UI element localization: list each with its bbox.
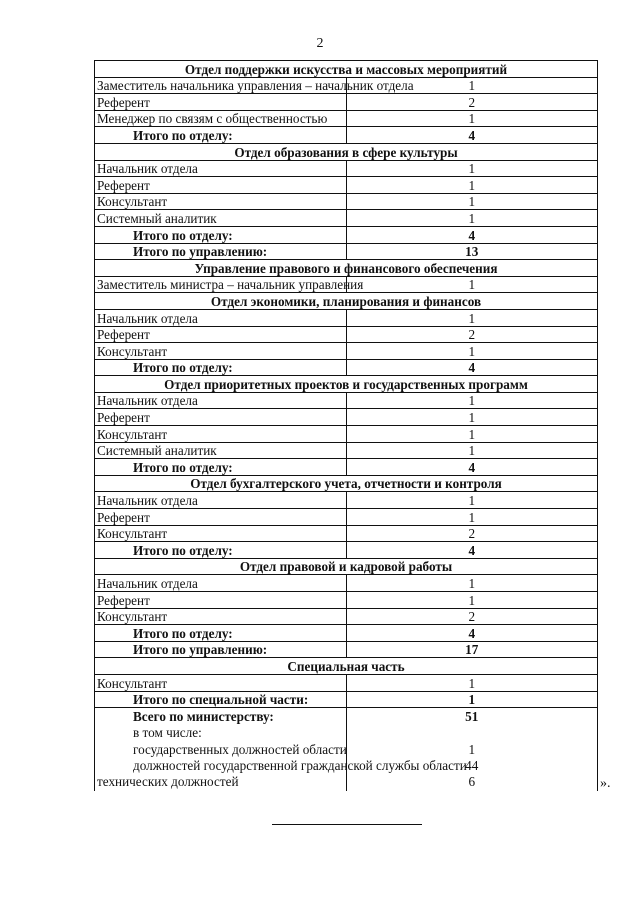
position-row bbox=[95, 94, 598, 111]
position-count: 1 bbox=[346, 575, 598, 592]
position-name: Системный аналитик bbox=[95, 210, 347, 227]
section-header-row bbox=[95, 61, 598, 78]
position-name: Начальник отдела bbox=[95, 575, 347, 592]
total-row bbox=[95, 542, 598, 559]
total-count: 4 bbox=[346, 459, 598, 476]
position-count: 2 bbox=[346, 608, 598, 625]
total-row bbox=[95, 127, 598, 144]
summary-counts bbox=[346, 708, 598, 791]
closing-quote: ». bbox=[600, 776, 611, 791]
position-name: Начальник отдела bbox=[95, 309, 347, 326]
position-row bbox=[95, 409, 598, 426]
section-header-row bbox=[95, 143, 598, 160]
position-row bbox=[95, 575, 598, 592]
position-count: 1 bbox=[346, 592, 598, 609]
section-title: Управление правового и финансового обеспечения bbox=[95, 260, 598, 277]
position-name: Консультант bbox=[95, 525, 347, 542]
position-count: 1 bbox=[346, 177, 598, 194]
position-count: 1 bbox=[346, 492, 598, 509]
position-row bbox=[95, 442, 598, 459]
page-number: 2 bbox=[316, 36, 324, 51]
position-row bbox=[95, 160, 598, 177]
position-name: Консультант bbox=[95, 193, 347, 210]
total-label: Итого по управлению: bbox=[95, 243, 347, 260]
position-name: Референт bbox=[95, 592, 347, 609]
section-header-row bbox=[95, 260, 598, 277]
position-count: 1 bbox=[346, 392, 598, 409]
total-count: 4 bbox=[346, 542, 598, 559]
including-spacer bbox=[349, 725, 596, 741]
position-row bbox=[95, 177, 598, 194]
position-count: 1 bbox=[346, 509, 598, 526]
position-row bbox=[95, 392, 598, 409]
total-row bbox=[95, 641, 598, 658]
position-name: Консультант bbox=[95, 674, 347, 691]
technical-count: 6 bbox=[468, 773, 476, 789]
position-name: Менеджер по связям с общественностью bbox=[95, 110, 347, 127]
position-row bbox=[95, 592, 598, 609]
position-row bbox=[95, 608, 598, 625]
civil-service-count: 44 bbox=[465, 757, 479, 773]
position-count: 1 bbox=[346, 193, 598, 210]
civil-service-label: должностей государственной гражданской службы области bbox=[133, 757, 467, 773]
position-row bbox=[95, 309, 598, 326]
position-name: Консультант bbox=[95, 608, 347, 625]
total-row bbox=[95, 459, 598, 476]
section-header-row bbox=[95, 376, 598, 393]
position-count: 1 bbox=[346, 426, 598, 443]
state-positions-label: государственных должностей области bbox=[133, 741, 347, 757]
position-name: Системный аналитик bbox=[95, 442, 347, 459]
position-count: 1 bbox=[346, 674, 598, 691]
footnote-divider bbox=[272, 824, 422, 825]
total-row bbox=[95, 625, 598, 642]
position-count: 1 bbox=[346, 343, 598, 360]
position-row bbox=[95, 77, 598, 94]
total-label: Итого по специальной части: bbox=[95, 691, 347, 708]
staff-table bbox=[94, 60, 598, 791]
total-count: 4 bbox=[346, 625, 598, 642]
total-row bbox=[95, 359, 598, 376]
section-title: Отдел приоритетных проектов и государственных программ bbox=[95, 376, 598, 393]
total-count: 13 bbox=[346, 243, 598, 260]
position-row bbox=[95, 210, 598, 227]
ministry-total-label: Всего по министерству: bbox=[133, 709, 274, 725]
total-label: Итого по отделу: bbox=[95, 226, 347, 243]
position-name: Референт bbox=[95, 409, 347, 426]
position-count: 1 bbox=[346, 276, 598, 293]
including-label: в том числе: bbox=[133, 725, 202, 741]
total-count: 4 bbox=[346, 226, 598, 243]
section-title: Отдел поддержки искусства и массовых мероприятий bbox=[95, 61, 598, 78]
position-count: 2 bbox=[346, 94, 598, 111]
position-name: Заместитель министра – начальник управления bbox=[95, 276, 347, 293]
total-label: Итого по отделу: bbox=[95, 625, 347, 642]
total-label: Итого по отделу: bbox=[95, 359, 347, 376]
position-name: Начальник отдела bbox=[95, 492, 347, 509]
position-count: 2 bbox=[346, 326, 598, 343]
section-header-row bbox=[95, 658, 598, 675]
position-count: 1 bbox=[346, 409, 598, 426]
position-row bbox=[95, 110, 598, 127]
section-header-row bbox=[95, 293, 598, 310]
position-name: Консультант bbox=[95, 343, 347, 360]
total-count: 4 bbox=[346, 359, 598, 376]
position-name: Референт bbox=[95, 509, 347, 526]
section-title: Отдел экономики, планирования и финансов bbox=[95, 293, 598, 310]
technical-label: технических должностей bbox=[97, 773, 239, 789]
total-count: 17 bbox=[346, 641, 598, 658]
position-count: 1 bbox=[346, 110, 598, 127]
position-name: Референт bbox=[95, 94, 347, 111]
section-title: Отдел бухгалтерского учета, отчетности и контроля bbox=[95, 475, 598, 492]
position-row bbox=[95, 426, 598, 443]
position-row bbox=[95, 674, 598, 691]
section-title: Специальная часть bbox=[95, 658, 598, 675]
position-count: 1 bbox=[346, 442, 598, 459]
position-name: Референт bbox=[95, 326, 347, 343]
position-name: Заместитель начальника управления – начальник отдела bbox=[95, 77, 347, 94]
total-label: Итого по отделу: bbox=[95, 542, 347, 559]
position-count: 1 bbox=[346, 210, 598, 227]
position-row bbox=[95, 193, 598, 210]
position-row bbox=[95, 492, 598, 509]
position-count: 2 bbox=[346, 525, 598, 542]
section-title: Отдел образования в сфере культуры bbox=[95, 143, 598, 160]
total-label: Итого по отделу: bbox=[95, 127, 347, 144]
position-row bbox=[95, 276, 598, 293]
summary-block bbox=[95, 708, 598, 791]
total-label: Итого по управлению: bbox=[95, 641, 347, 658]
total-label: Итого по отделу: bbox=[95, 459, 347, 476]
staff-table-body bbox=[95, 61, 598, 708]
section-header-row bbox=[95, 558, 598, 575]
total-row bbox=[95, 226, 598, 243]
position-name: Референт bbox=[95, 177, 347, 194]
total-row bbox=[95, 691, 598, 708]
position-name: Консультант bbox=[95, 426, 347, 443]
total-count: 4 bbox=[346, 127, 598, 144]
position-row bbox=[95, 509, 598, 526]
total-row bbox=[95, 243, 598, 260]
position-name: Начальник отдела bbox=[95, 160, 347, 177]
position-name: Начальник отдела bbox=[95, 392, 347, 409]
ministry-total-count: 51 bbox=[465, 709, 479, 725]
position-row bbox=[95, 343, 598, 360]
total-count: 1 bbox=[346, 691, 598, 708]
position-count: 1 bbox=[346, 309, 598, 326]
section-header-row bbox=[95, 475, 598, 492]
position-row bbox=[95, 326, 598, 343]
position-count: 1 bbox=[346, 160, 598, 177]
section-title: Отдел правовой и кадровой работы bbox=[95, 558, 598, 575]
summary-row bbox=[95, 708, 598, 791]
position-count: 1 bbox=[346, 77, 598, 94]
position-row bbox=[95, 525, 598, 542]
summary-labels bbox=[95, 708, 467, 791]
state-positions-count: 1 bbox=[468, 741, 476, 757]
